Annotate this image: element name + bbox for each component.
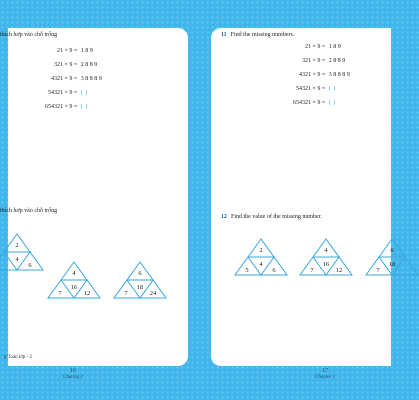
page-number: 17 (322, 368, 328, 374)
equation-rhs: 1 8 9 (328, 44, 341, 50)
triangle-left-number: 5 (245, 267, 249, 274)
equation-lhs: 54321 (296, 86, 311, 92)
right-equation-5 (280, 100, 336, 106)
left-equation-1 (32, 48, 93, 54)
equation-lhs: 321 (302, 58, 311, 64)
triangle-left-number: 7 (310, 267, 314, 274)
triangle-right-number: 12 (335, 267, 343, 274)
equation-rhs: 3 8 8 8 9 (328, 72, 350, 78)
question-text: Find the missing numbers. (230, 32, 295, 38)
equation-op: × 9 = (64, 104, 78, 110)
equation-lhs: 54321 (48, 90, 63, 96)
triangle-top-number: 2 (259, 247, 263, 254)
equation-op: × 9 = (312, 100, 326, 106)
triangle-left-number: 7 (376, 267, 380, 274)
equation-lhs: 4321 (51, 76, 63, 82)
triangle-middle-number: 18 (136, 284, 144, 291)
equation-lhs: 4321 (299, 72, 311, 78)
left-footer-text: g Toán lớp - 2 (4, 355, 33, 360)
answer-blank[interactable]: ( ) (328, 100, 336, 106)
right-equation-3 (280, 72, 350, 78)
question-text: Find the value of the missing number. (231, 214, 322, 220)
triangle-top-number: 2 (15, 242, 19, 249)
answer-blank[interactable]: ( ) (80, 104, 88, 110)
triangle-middle-number: 4 (15, 256, 19, 263)
answer-blank[interactable]: ( ) (328, 86, 336, 92)
answer-blank[interactable]: ( ) (80, 90, 88, 96)
triangle-top-number: 4 (324, 247, 328, 254)
triangle-middle-number: 4 (259, 261, 263, 268)
chapter-label: Chapter 1 (314, 374, 336, 380)
question-11-heading (221, 32, 294, 38)
right-triangle-2 (299, 238, 353, 276)
right-equation-1 (280, 44, 341, 50)
left-page (0, 28, 188, 366)
triangle-top-number: 6 (138, 270, 142, 277)
triangle-right-number: 6 (28, 262, 32, 269)
equation-rhs: 2 8 8 9 (328, 58, 346, 64)
right-triangle-1 (234, 238, 288, 276)
right-page (211, 28, 396, 366)
equation-lhs: 21 (57, 48, 63, 54)
right-equation-2 (280, 58, 345, 64)
left-equation-5 (32, 104, 88, 110)
left-equation-4 (32, 90, 88, 96)
left-section1-heading: thích hợp vào chỗ trống (0, 32, 58, 38)
question-12-heading (221, 214, 322, 220)
left-triangle-2 (47, 261, 101, 299)
triangle-right-number: 24 (149, 290, 157, 297)
equation-op: × 9 = (312, 44, 326, 50)
right-equation-4 (280, 86, 336, 92)
question-number: 11 (221, 32, 227, 38)
equation-op: × 9 = (64, 48, 78, 54)
triangle-left-number: 7 (58, 290, 62, 297)
equation-rhs: 3 8 8 8 9 (80, 76, 102, 82)
triangle-middle-number: 18 (388, 261, 396, 268)
equation-op: × 9 = (64, 62, 78, 68)
triangle-right-number: 12 (83, 290, 91, 297)
triangle-left-number: 7 (124, 290, 128, 297)
left-triangle-1 (0, 233, 44, 271)
equation-op: × 9 = (312, 72, 326, 78)
page-number: 16 (70, 368, 76, 374)
left-equation-3 (32, 76, 102, 82)
equation-op: × 9 = (64, 90, 78, 96)
question-number: 12 (221, 214, 227, 220)
triangle-middle-number: 16 (70, 284, 78, 291)
equation-lhs: 654321 (45, 104, 63, 110)
equation-lhs: 321 (54, 62, 63, 68)
right-triangle-3 (365, 238, 419, 276)
left-triangle-3 (113, 261, 167, 299)
equation-op: × 9 = (64, 76, 78, 82)
equation-lhs: 654321 (293, 100, 311, 106)
triangle-top-number: 6 (390, 247, 394, 254)
equation-op: × 9 = (312, 58, 326, 64)
chapter-label: Chương 1 (63, 374, 83, 380)
triangle-right-number: 6 (272, 267, 276, 274)
equation-op: × 9 = (312, 86, 326, 92)
left-section2-heading: thích hợp vào chỗ trống (0, 208, 58, 214)
left-page-number (53, 368, 93, 381)
right-page-number (305, 368, 345, 381)
equation-rhs: 2 8 8 9 (80, 62, 98, 68)
left-equation-2 (32, 62, 97, 68)
triangle-top-number: 4 (72, 270, 76, 277)
equation-lhs: 21 (305, 44, 311, 50)
triangle-middle-number: 16 (322, 261, 330, 268)
equation-rhs: 1 8 9 (80, 48, 93, 54)
